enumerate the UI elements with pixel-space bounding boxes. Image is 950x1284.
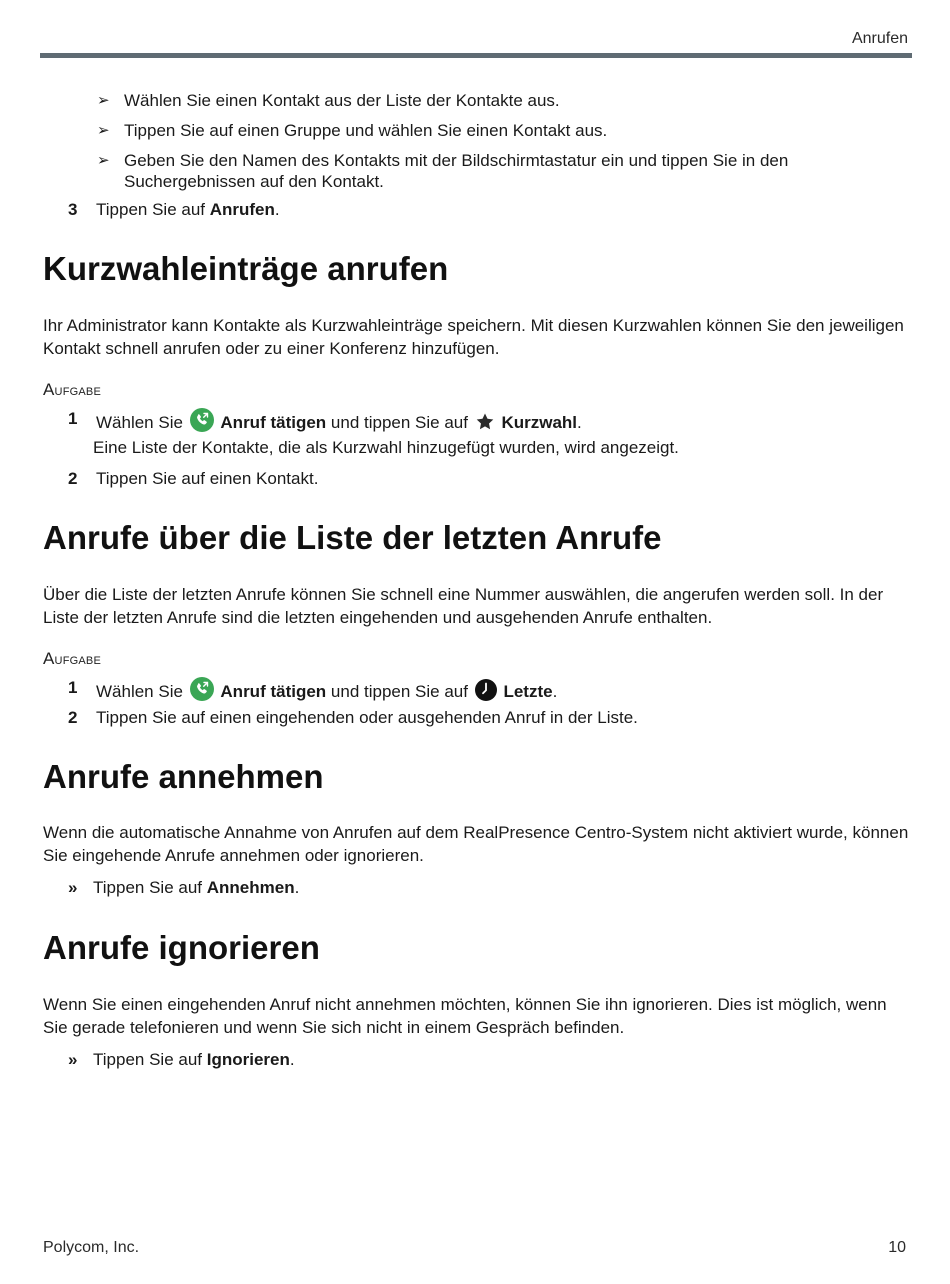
arrow-bullet-icon: ➢ — [97, 122, 110, 139]
list-item: ➢ Wählen Sie einen Kontakt aus der Liste der Kontakte aus. — [97, 91, 560, 110]
task-label: Aufgabe — [43, 649, 101, 668]
section-paragraph: Über die Liste der letzten Anrufe können Sie schnell eine Nummer auswählen, die angerufen werden soll. In der Liste der letzten Anrufe sind die letzten eingehenden und ausgehenden Anrufe enthalten. — [43, 585, 884, 627]
section-heading: Anrufe über die Liste der letzten Anrufe — [43, 519, 662, 556]
section-heading: Kurzwahleinträge anrufen — [43, 250, 449, 287]
header-rule — [40, 53, 912, 58]
step-item: 2 Tippen Sie auf einen eingehenden oder ausgehenden Anruf in der Liste. — [68, 708, 638, 727]
arrow-bullet-icon: ➢ — [97, 92, 110, 109]
section-heading: Anrufe annehmen — [43, 758, 324, 795]
list-item: ➢ Tippen Sie auf einen Gruppe und wählen Sie einen Kontakt aus. — [97, 121, 608, 140]
page-number: 10 — [888, 1239, 906, 1256]
list-item: ➢ Geben Sie den Namen des Kontakts mit der Bildschirmtastatur ein und tippen Sie in den Suchergebnissen auf den Kontakt. — [97, 151, 789, 191]
section-heading: Anrufe ignorieren — [43, 929, 320, 966]
step-item: 3 Tippen Sie auf Anrufen. — [68, 200, 280, 219]
step-note: Eine Liste der Kontakte, die als Kurzwahl hinzugefügt wurden, wird angezeigt. — [93, 438, 679, 457]
phone-call-icon — [190, 408, 214, 438]
step-item: 1 Wählen Sie Anruf tätigen und tippen Sie auf Kurzwahl. — [68, 408, 908, 438]
clock-icon — [475, 679, 497, 707]
section-paragraph: Ihr Administrator kann Kontakte als Kurzwahleinträge speichern. Mit diesen Kurzwahlen können Sie den jeweiligen Kontakt schnell anrufen oder zu einer Konferenz hinzufügen. — [43, 316, 904, 358]
step-item: 1 Wählen Sie Anruf tätigen und tippen Sie auf Letzte. — [68, 677, 908, 707]
star-icon — [475, 412, 495, 438]
phone-call-icon — [190, 677, 214, 707]
running-header: Anrufen — [851, 30, 908, 47]
task-label: Aufgabe — [43, 380, 101, 399]
arrow-bullet-icon: ➢ — [97, 152, 110, 169]
step-item: 2 Tippen Sie auf einen Kontakt. — [68, 469, 319, 488]
section-paragraph: Wenn die automatische Annahme von Anrufen auf dem RealPresence Centro-System nicht aktiviert wurde, können Sie eingehende Anrufe annehmen oder ignorieren. — [43, 823, 909, 865]
step-item: » Tippen Sie auf Ignorieren. — [68, 1050, 295, 1069]
footer-company: Polycom, Inc. — [43, 1239, 140, 1256]
section-paragraph: Wenn Sie einen eingehenden Anruf nicht annehmen möchten, können Sie ihn ignorieren. Dies ist möglich, wenn Sie gerade telefonieren und wenn Sie sich nicht in einem Gespräch befinden. — [43, 995, 887, 1037]
step-item: » Tippen Sie auf Annehmen. — [68, 878, 300, 897]
